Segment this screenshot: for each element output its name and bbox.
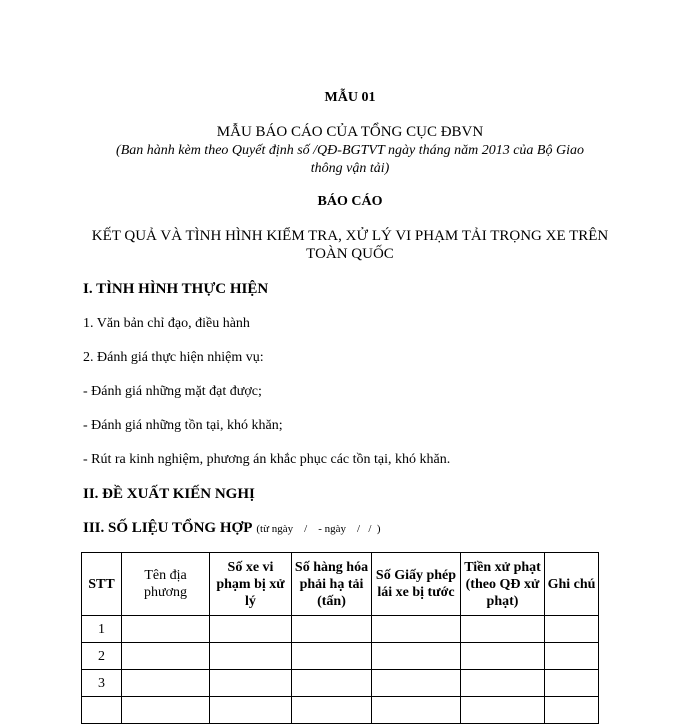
- report-title-line2: TOÀN QUỐC: [306, 246, 394, 262]
- column-header-stt: STT: [82, 553, 122, 616]
- table-cell: [461, 643, 545, 670]
- table-row: [82, 616, 599, 643]
- section-3-date-range: (từ ngày / - ngày / / ): [256, 523, 381, 535]
- report-heading: BÁO CÁO: [317, 194, 383, 209]
- issued-note-line2: thông vận tải): [310, 161, 390, 176]
- section-1-item: 1. Văn bản chỉ đạo, điều hành: [83, 316, 250, 331]
- table-cell: [292, 616, 372, 643]
- section-3-heading: III. SỐ LIỆU TỔNG HỢP: [83, 520, 253, 536]
- report-title-line1: KẾT QUẢ VÀ TÌNH HÌNH KIỂM TRA, XỬ LÝ VI PHẠM TẢI TRỌNG XE TRÊN: [91, 228, 609, 244]
- table-cell: [210, 616, 292, 643]
- table-cell: [372, 670, 461, 697]
- table-cell: [461, 697, 545, 724]
- table-cell: [372, 697, 461, 724]
- table-cell: [372, 616, 461, 643]
- table-row: [82, 643, 599, 670]
- column-header-violating-vehicles: Số xe vi phạm bị xử lý: [210, 553, 292, 616]
- table-cell: 3: [82, 670, 122, 697]
- table-cell: [292, 697, 372, 724]
- issued-note-line1: (Ban hành kèm theo Quyết định số /QĐ-BGTVT ngày tháng năm 2013 của Bộ Giao: [116, 143, 584, 158]
- table-row: [82, 697, 599, 724]
- column-header-revoked-licenses: Số Giấy phép lái xe bị tước: [372, 553, 461, 616]
- table-cell: [545, 670, 599, 697]
- table-cell: [82, 697, 122, 724]
- form-title: MẪU BÁO CÁO CỦA TỔNG CỤC ĐBVN: [216, 124, 484, 140]
- column-header-unloaded-goods: Số hàng hóa phải hạ tải (tấn): [292, 553, 372, 616]
- section-3-line: [83, 519, 381, 537]
- table-cell: [372, 643, 461, 670]
- table-cell: [122, 670, 210, 697]
- table-cell: 1: [82, 616, 122, 643]
- table-cell: [122, 616, 210, 643]
- table-cell: [210, 643, 292, 670]
- table-cell: [292, 643, 372, 670]
- table-cell: [545, 616, 599, 643]
- summary-table: [81, 552, 599, 724]
- section-1-heading: I. TÌNH HÌNH THỰC HIỆN: [83, 281, 269, 297]
- table-cell: [210, 670, 292, 697]
- table-cell: [461, 616, 545, 643]
- table-row: [82, 670, 599, 697]
- table-cell: [292, 670, 372, 697]
- table-cell: 2: [82, 643, 122, 670]
- table-header-row: [82, 553, 599, 616]
- table-cell: [461, 670, 545, 697]
- section-2-heading: II. ĐỀ XUẤT KIẾN NGHỊ: [83, 486, 255, 502]
- column-header-notes: Ghi chú: [545, 553, 599, 616]
- column-header-locality: Tên địa phương: [122, 553, 210, 616]
- section-1-item: - Đánh giá những mặt đạt được;: [83, 384, 262, 399]
- table-cell: [210, 697, 292, 724]
- section-1-item: - Rút ra kinh nghiệm, phương án khắc phục các tồn tại, khó khăn.: [83, 452, 451, 467]
- section-1-item: 2. Đánh giá thực hiện nhiệm vụ:: [83, 350, 264, 365]
- column-header-fines: Tiền xử phạt (theo QĐ xử phạt): [461, 553, 545, 616]
- table-cell: [545, 643, 599, 670]
- table-cell: [545, 697, 599, 724]
- section-1-item: - Đánh giá những tồn tại, khó khăn;: [83, 418, 283, 433]
- table-cell: [122, 643, 210, 670]
- form-code: MẪU 01: [324, 90, 376, 105]
- table-cell: [122, 697, 210, 724]
